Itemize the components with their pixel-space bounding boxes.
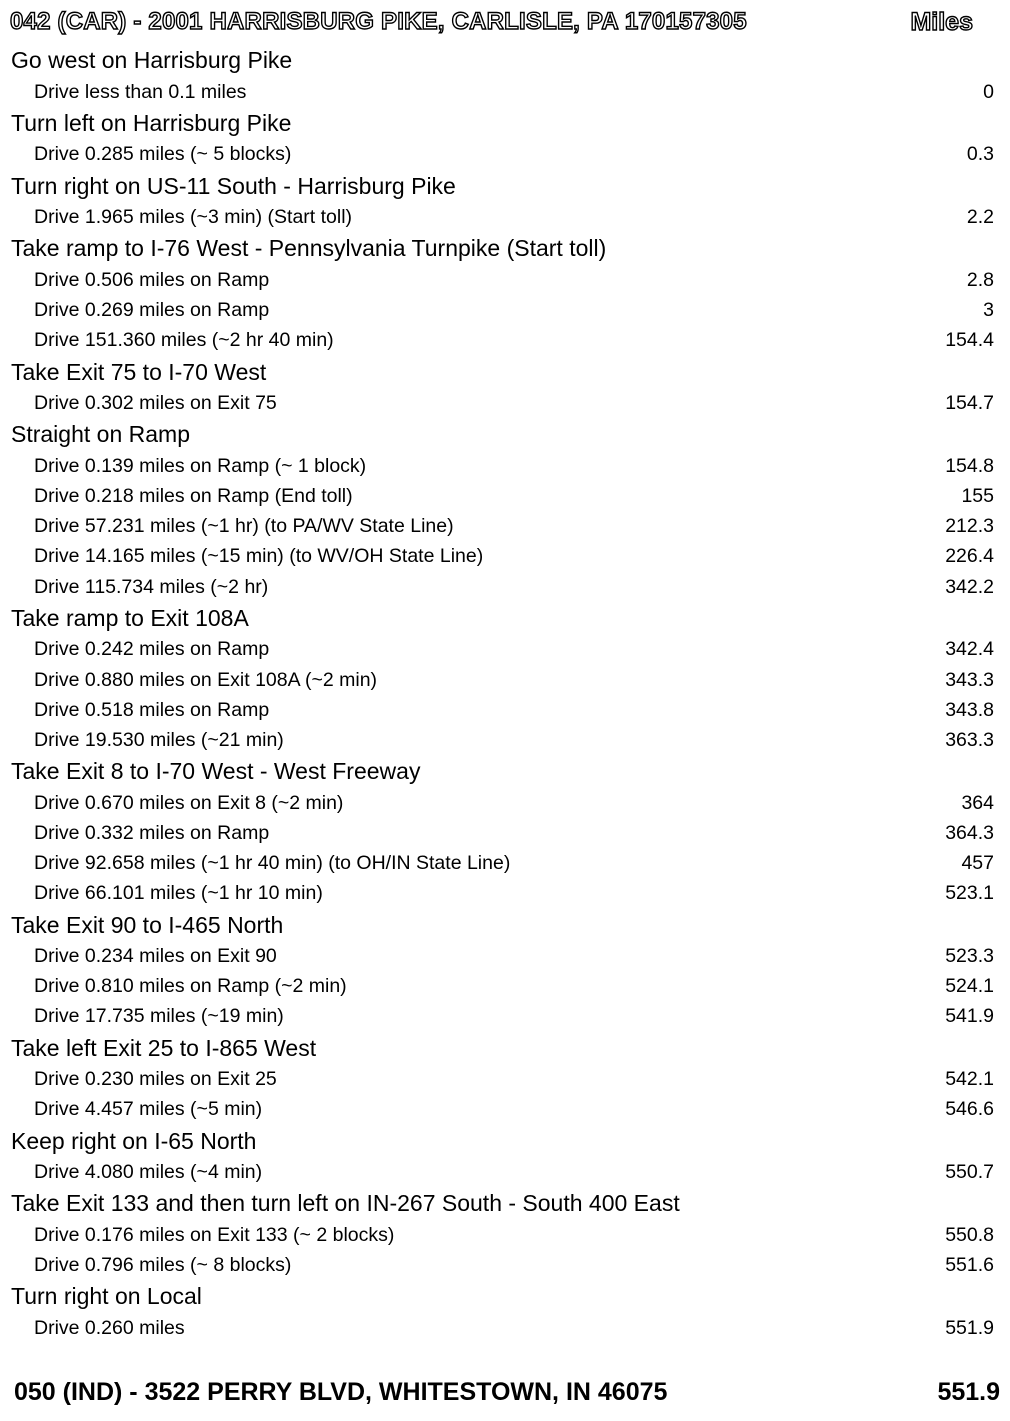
drive-row	[0, 971, 1010, 1001]
drive-text: Drive 0.302 miles on Exit 75	[34, 392, 277, 415]
direction-step: Take Exit 133 and then turn left on IN-267 South - South 400 East	[11, 1190, 680, 1217]
cumulative-miles: 155	[961, 485, 994, 508]
direction-step: Take ramp to I-76 West - Pennsylvania Turnpike (Start toll)	[11, 235, 607, 262]
drive-text: Drive 0.218 miles on Ramp (End toll)	[34, 485, 353, 508]
cumulative-miles: 343.3	[945, 668, 994, 691]
cumulative-miles: 551.9	[945, 1316, 994, 1339]
cumulative-miles: 550.7	[945, 1161, 994, 1184]
drive-text: Drive 0.269 miles on Ramp	[34, 299, 270, 322]
cumulative-miles: 523.1	[945, 882, 994, 905]
drive-text: Drive 0.234 miles on Exit 90	[34, 945, 277, 968]
drive-row	[0, 1220, 1010, 1250]
cumulative-miles: 3	[983, 299, 994, 322]
cumulative-miles: 363.3	[945, 728, 994, 751]
drive-row	[0, 1250, 1010, 1280]
drive-text: Drive 0.332 miles on Ramp	[34, 821, 270, 844]
cumulative-miles: 546.6	[945, 1098, 994, 1121]
cumulative-miles: 226.4	[945, 545, 994, 568]
drive-row	[0, 1064, 1010, 1094]
drive-text: Drive 0.260 miles	[34, 1316, 185, 1339]
miles-column-header: Miles	[910, 8, 973, 36]
drive-text: Drive 0.176 miles on Exit 133 (~ 2 blocks)	[34, 1224, 395, 1246]
drive-text: Drive 115.734 miles (~2 hr)	[34, 575, 269, 598]
cumulative-miles: 154.7	[945, 392, 994, 415]
cumulative-miles: 154.4	[945, 329, 994, 352]
cumulative-miles: 364.3	[945, 821, 994, 844]
drive-text: Drive 4.080 miles (~4 min)	[34, 1161, 263, 1184]
drive-text: Drive 0.796 miles (~ 8 blocks)	[34, 1254, 292, 1277]
drive-text: Drive 0.670 miles on Exit 8 (~2 min)	[34, 791, 344, 814]
drive-row	[0, 77, 1010, 107]
drive-text: Drive 14.165 miles (~15 min) (to WV/OH State Line)	[34, 545, 484, 568]
cumulative-miles: 541.9	[945, 1005, 994, 1028]
cumulative-miles: 364	[961, 791, 994, 814]
drive-text: Drive 4.457 miles (~5 min)	[34, 1098, 263, 1121]
drive-row	[0, 265, 1010, 295]
direction-step: Keep right on I-65 North	[11, 1127, 257, 1154]
drive-row	[0, 1094, 1010, 1124]
drive-row	[0, 695, 1010, 725]
drive-row	[0, 818, 1010, 848]
drive-row	[0, 481, 1010, 511]
cumulative-miles: 2.8	[966, 268, 994, 291]
direction-step: Take left Exit 25 to I-865 West	[11, 1034, 317, 1061]
drive-text: Drive less than 0.1 miles	[34, 80, 247, 103]
drive-row	[0, 878, 1010, 908]
direction-step: Straight on Ramp	[11, 421, 190, 448]
directions-list	[0, 44, 1010, 1343]
total-miles: 551.9	[937, 1378, 1000, 1406]
drive-text: Drive 0.506 miles on Ramp	[34, 268, 270, 291]
direction-step: Go west on Harrisburg Pike	[11, 47, 293, 73]
drive-text: Drive 0.810 miles on Ramp (~2 min)	[34, 975, 347, 998]
drive-row	[0, 788, 1010, 818]
direction-step: Take ramp to Exit 108A	[11, 604, 249, 631]
drive-row	[0, 541, 1010, 571]
drive-row	[0, 848, 1010, 878]
drive-row	[0, 1313, 1010, 1343]
direction-step: Take Exit 8 to I-70 West - West Freeway	[11, 758, 421, 785]
direction-step: Take Exit 90 to I-465 North	[11, 911, 284, 938]
cumulative-miles: 551.6	[945, 1254, 994, 1277]
origin-address: 042 (CAR) - 2001 HARRISBURG PIKE, CARLISLE, PA 170157305	[10, 8, 747, 35]
drive-row	[0, 139, 1010, 169]
drive-row	[0, 1001, 1010, 1031]
direction-step: Take Exit 75 to I-70 West	[11, 358, 267, 385]
route-footer	[14, 1378, 1000, 1414]
direction-step: Turn left on Harrisburg Pike	[11, 109, 292, 136]
cumulative-miles: 542.1	[945, 1068, 994, 1091]
drive-row	[0, 202, 1010, 232]
drive-text: Drive 57.231 miles (~1 hr) (to PA/WV State Line)	[34, 515, 454, 538]
drive-row	[0, 634, 1010, 664]
cumulative-miles: 342.4	[945, 638, 994, 661]
drive-text: Drive 0.242 miles on Ramp	[34, 638, 270, 661]
cumulative-miles: 0	[983, 80, 994, 103]
drive-row	[0, 451, 1010, 481]
drive-text: Drive 0.139 miles on Ramp (~ 1 block)	[34, 454, 367, 477]
cumulative-miles: 343.8	[945, 698, 994, 721]
cumulative-miles: 524.1	[945, 975, 994, 998]
cumulative-miles: 550.8	[945, 1224, 994, 1246]
drive-row	[0, 511, 1010, 541]
direction-step: Turn right on US-11 South - Harrisburg Pike	[11, 172, 456, 199]
drive-text: Drive 1.965 miles (~3 min) (Start toll)	[34, 206, 353, 229]
cumulative-miles: 457	[961, 852, 994, 875]
destination-address: 050 (IND) - 3522 PERRY BLVD, WHITESTOWN, IN 46075	[14, 1378, 668, 1406]
drive-row	[0, 572, 1010, 602]
drive-text: Drive 92.658 miles (~1 hr 40 min) (to OH/IN State Line)	[34, 852, 511, 875]
direction-step: Turn right on Local	[11, 1283, 202, 1310]
drive-text: Drive 66.101 miles (~1 hr 10 min)	[34, 882, 323, 905]
cumulative-miles: 2.2	[966, 206, 994, 229]
drive-text: Drive 19.530 miles (~21 min)	[34, 728, 284, 751]
drive-text: Drive 17.735 miles (~19 min)	[34, 1005, 284, 1028]
cumulative-miles: 342.2	[945, 575, 994, 598]
drive-text: Drive 0.230 miles on Exit 25	[34, 1068, 277, 1091]
drive-text: Drive 0.880 miles on Exit 108A (~2 min)	[34, 668, 378, 691]
drive-text: Drive 151.360 miles (~2 hr 40 min)	[34, 329, 334, 352]
cumulative-miles: 0.3	[966, 143, 994, 166]
drive-row	[0, 725, 1010, 755]
cumulative-miles: 154.8	[945, 454, 994, 477]
drive-text: Drive 0.285 miles (~ 5 blocks)	[34, 143, 292, 166]
drive-text: Drive 0.518 miles on Ramp	[34, 698, 270, 721]
drive-row	[0, 665, 1010, 695]
cumulative-miles: 523.3	[945, 945, 994, 968]
drive-row	[0, 325, 1010, 355]
drive-row	[0, 941, 1010, 971]
drive-row	[0, 388, 1010, 418]
cumulative-miles: 212.3	[945, 515, 994, 538]
drive-row	[0, 295, 1010, 325]
route-header	[10, 4, 975, 44]
drive-row	[0, 1157, 1010, 1187]
